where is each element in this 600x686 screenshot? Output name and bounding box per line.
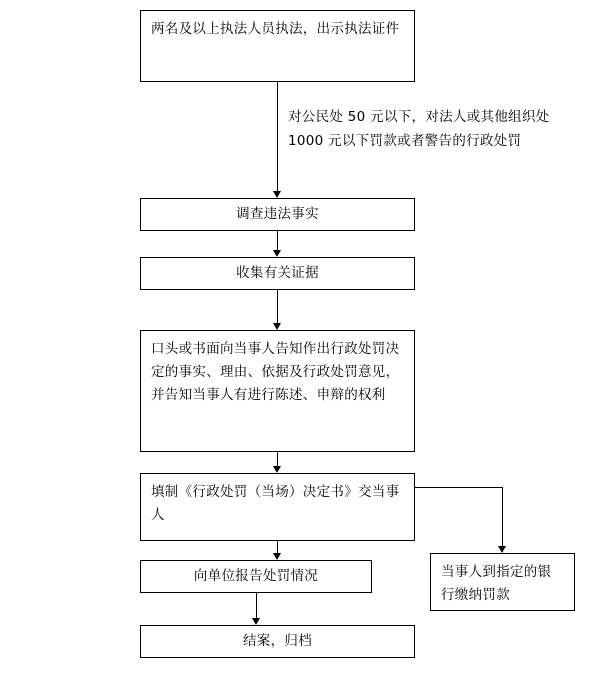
connector-n6-n8: [256, 593, 257, 618]
arrowhead-n2-n3: [273, 250, 281, 257]
flow-node-investigate-facts[interactable]: 调查违法事实: [140, 198, 415, 231]
connector-n5-n7-horizontal: [415, 487, 503, 488]
connector-n5-n6: [277, 541, 278, 553]
flow-node-pay-fine-at-bank[interactable]: 当事人到指定的银行缴纳罚款: [430, 553, 575, 611]
flow-node-close-case-archive[interactable]: 结案，归档: [140, 625, 415, 658]
arrowhead-n5-n6: [273, 553, 281, 560]
arrowhead-n5-n7: [498, 546, 506, 553]
flow-node-fill-decision-document[interactable]: 填制《行政处罚（当场）决定书》交当事人: [140, 473, 415, 541]
annotation-penalty-scope: 对公民处 50 元以下，对法人或其他组织处 1000 元以下罚款或者警告的行政处罚: [288, 109, 555, 150]
arrowhead-n1-n2: [273, 191, 281, 198]
flow-node-notify-party[interactable]: 口头或书面向当事人告知作出行政处罚决定的事实、理由、依据及行政处罚意见，并告知当事人有进行陈述、申辩的权利: [140, 330, 415, 452]
connector-n5-n7-vertical: [502, 487, 503, 546]
connector-n1-n2: [277, 82, 278, 191]
connector-n2-n3: [277, 231, 278, 250]
arrowhead-n4-n5: [273, 466, 281, 473]
connector-n4-n5: [277, 452, 278, 466]
flow-node-enforcement-officers[interactable]: 两名及以上执法人员执法，出示执法证件: [140, 10, 415, 82]
arrowhead-n6-n8: [252, 618, 260, 625]
flow-node-report-to-unit[interactable]: 向单位报告处罚情况: [140, 560, 372, 593]
arrowhead-n3-n4: [273, 323, 281, 330]
flow-node-collect-evidence[interactable]: 收集有关证据: [140, 257, 415, 290]
connector-n3-n4: [277, 290, 278, 323]
